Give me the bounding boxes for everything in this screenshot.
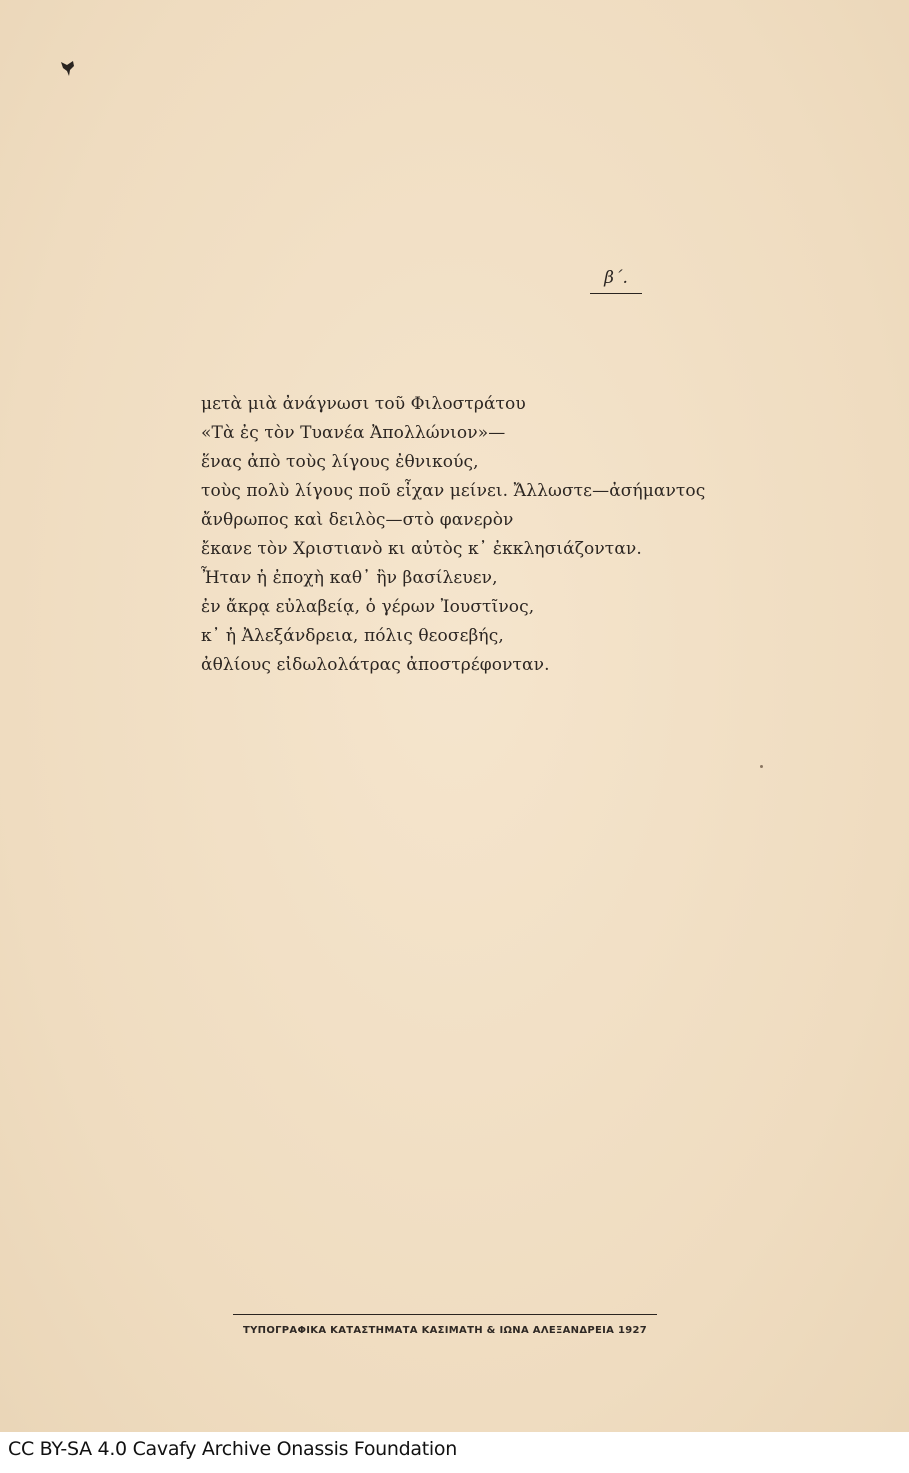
ink-blot-icon [60,60,76,78]
poem-line: ἕνας ἀπὸ τοὺς λίγους ἐθνικούς, [201,452,479,472]
poem-line: ἔκανε τὸν Χριστιανὸ κι αὐτὸς κ᾽ ἐκκλησιάζονταν. [201,539,642,559]
page-number: β΄. [590,268,642,294]
poem-line: τοὺς πολὺ λίγους ποῦ εἶχαν μείνει. Ἄλλωστε—ἀσήμαντος [201,481,706,501]
poem-line: ἀθλίους εἰδωλολάτρας ἀποστρέφονταν. [201,655,550,675]
poem-line: «Τὰ ἐς τὸν Τυανέα Ἀπολλώνιον»— [201,423,506,443]
poem-line: κ᾽ ἡ Ἀλεξάνδρεια, πόλις θεοσεβής, [201,626,504,646]
poem-line: ἄνθρωπος καὶ δειλὸς—στὸ φανερὸν [201,510,514,530]
paper-speck [760,765,763,768]
poem-text [201,390,705,680]
poem-line: μετὰ μιὰ ἀνάγνωσι τοῦ Φιλοστράτου [201,394,526,414]
printer-imprint: ΤΥΠΟΓΡΑΦΙΚΑ ΚΑΤΑΣΤΗΜΑΤΑ ΚΑΣΙΜΑΤΗ & ΙΩΝΑ ΑΛΕΞΑΝΔΡΕΙΑ 1927 [243,1325,647,1336]
poem-line: ἐν ἄκρᾳ εὐλαβείᾳ, ὁ γέρων Ἰουστῖνος, [201,597,535,617]
footer-divider [233,1314,657,1315]
license-credit: CC BY-SA 4.0 Cavafy Archive Onassis Foundation [8,1438,457,1460]
poem-line: Ἦταν ἡ ἐποχὴ καθ᾽ ἣν βασίλευεν, [201,568,498,588]
